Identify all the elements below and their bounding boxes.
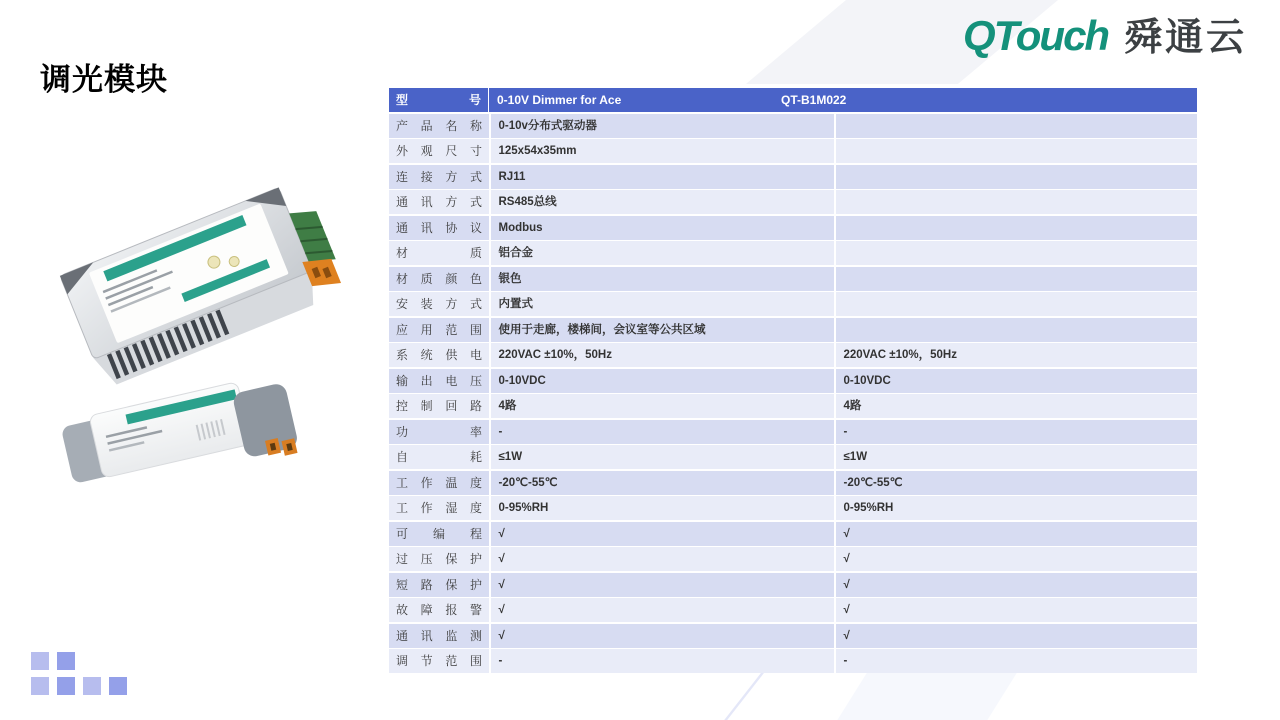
page-title: 调光模块 bbox=[40, 62, 168, 97]
row-value-1: Modbus bbox=[491, 216, 835, 240]
row-value-1: 0-10v分布式驱动器 bbox=[491, 114, 835, 138]
row-label: 工作温度 bbox=[389, 471, 489, 495]
row-label: 自耗 bbox=[389, 445, 489, 469]
header-product-name: 0-10V Dimmer for Ace bbox=[497, 93, 622, 107]
table-row bbox=[389, 267, 1197, 291]
row-value-2 bbox=[836, 216, 1198, 240]
row-label: 应用范围 bbox=[389, 318, 489, 342]
spec-table bbox=[389, 88, 1197, 673]
row-label: 控制回路 bbox=[389, 394, 489, 418]
row-value-2 bbox=[836, 139, 1198, 163]
row-value-2: ≤1W bbox=[836, 445, 1198, 469]
table-row bbox=[389, 445, 1197, 469]
brand-logo bbox=[963, 6, 1247, 61]
row-value-2 bbox=[836, 241, 1198, 265]
table-row bbox=[389, 394, 1197, 418]
row-value-1: √ bbox=[491, 547, 835, 571]
row-value-2: 0-95%RH bbox=[836, 496, 1198, 520]
row-value-2 bbox=[836, 292, 1198, 316]
row-value-1: 0-95%RH bbox=[491, 496, 835, 520]
decor-square bbox=[31, 652, 49, 670]
row-label: 工作湿度 bbox=[389, 496, 489, 520]
header-model-label: 型号 bbox=[389, 88, 489, 112]
row-value-2: √ bbox=[836, 573, 1198, 597]
row-label: 连接方式 bbox=[389, 165, 489, 189]
table-row bbox=[389, 139, 1197, 163]
row-value-1: √ bbox=[491, 598, 835, 622]
row-label: 安装方式 bbox=[389, 292, 489, 316]
brand-logo-chinese: 舜通云 bbox=[1124, 17, 1248, 59]
row-value-1: 银色 bbox=[491, 267, 835, 291]
table-row bbox=[389, 471, 1197, 495]
row-value-1: 0-10VDC bbox=[491, 369, 835, 393]
table-row bbox=[389, 241, 1197, 265]
row-value-2: √ bbox=[836, 522, 1198, 546]
table-row bbox=[389, 292, 1197, 316]
row-label: 外观尺寸 bbox=[389, 139, 489, 163]
decor-square bbox=[31, 677, 49, 695]
row-value-1: - bbox=[491, 420, 835, 444]
corner-decoration-squares bbox=[31, 652, 131, 697]
row-value-1: 铝合金 bbox=[491, 241, 835, 265]
table-row bbox=[389, 496, 1197, 520]
row-value-2 bbox=[836, 165, 1198, 189]
row-value-2 bbox=[836, 190, 1198, 214]
table-row bbox=[389, 573, 1197, 597]
row-value-2 bbox=[836, 318, 1198, 342]
header-product-cell bbox=[489, 88, 1197, 112]
row-label: 短路保护 bbox=[389, 573, 489, 597]
row-value-2: - bbox=[836, 649, 1198, 673]
row-label: 通讯协议 bbox=[389, 216, 489, 240]
row-value-1: RJ11 bbox=[491, 165, 835, 189]
table-row bbox=[389, 522, 1197, 546]
header-model-code: QT-B1M022 bbox=[781, 93, 847, 107]
row-value-1: √ bbox=[491, 624, 835, 648]
row-value-2 bbox=[836, 267, 1198, 291]
row-label: 功率 bbox=[389, 420, 489, 444]
row-value-2: - bbox=[836, 420, 1198, 444]
row-label: 通讯监测 bbox=[389, 624, 489, 648]
brand-logo-qtouch: QTouch bbox=[963, 12, 1109, 59]
row-value-1: -20℃-55℃ bbox=[491, 471, 835, 495]
table-row bbox=[389, 190, 1197, 214]
row-value-1: - bbox=[491, 649, 835, 673]
row-label: 材质颜色 bbox=[389, 267, 489, 291]
row-label: 故障报警 bbox=[389, 598, 489, 622]
product-photo-top-device bbox=[60, 178, 348, 389]
row-label: 材质 bbox=[389, 241, 489, 265]
table-row bbox=[389, 369, 1197, 393]
row-value-2: 0-10VDC bbox=[836, 369, 1198, 393]
table-row bbox=[389, 343, 1197, 367]
row-value-1: 使用于走廊，楼梯间，会议室等公共区域 bbox=[491, 318, 835, 342]
decor-square bbox=[83, 677, 101, 695]
table-row bbox=[389, 114, 1197, 138]
table-row bbox=[389, 598, 1197, 622]
decor-square bbox=[109, 677, 127, 695]
decor-square bbox=[57, 652, 75, 670]
table-row bbox=[389, 547, 1197, 571]
row-value-1: 内置式 bbox=[491, 292, 835, 316]
table-header-row bbox=[389, 88, 1197, 112]
row-label: 通讯方式 bbox=[389, 190, 489, 214]
row-label: 产品名称 bbox=[389, 114, 489, 138]
product-photo bbox=[48, 178, 348, 493]
row-value-2 bbox=[836, 114, 1198, 138]
row-value-1: 125x54x35mm bbox=[491, 139, 835, 163]
row-label: 系统供电 bbox=[389, 343, 489, 367]
table-row bbox=[389, 649, 1197, 673]
table-row bbox=[389, 165, 1197, 189]
row-label: 过压保护 bbox=[389, 547, 489, 571]
row-value-2: √ bbox=[836, 598, 1198, 622]
row-label: 输出电压 bbox=[389, 369, 489, 393]
row-value-1: RS485总线 bbox=[491, 190, 835, 214]
decor-square bbox=[57, 677, 75, 695]
row-value-1: √ bbox=[491, 522, 835, 546]
row-value-2: √ bbox=[836, 624, 1198, 648]
row-label: 可编程 bbox=[389, 522, 489, 546]
table-row bbox=[389, 216, 1197, 240]
row-value-1: √ bbox=[491, 573, 835, 597]
row-value-2: 4路 bbox=[836, 394, 1198, 418]
row-value-1: 4路 bbox=[491, 394, 835, 418]
row-value-1: 220VAC ±10%，50Hz bbox=[491, 343, 835, 367]
row-value-1: ≤1W bbox=[491, 445, 835, 469]
table-row bbox=[389, 318, 1197, 342]
table-row bbox=[389, 420, 1197, 444]
row-value-2: -20℃-55℃ bbox=[836, 471, 1198, 495]
row-value-2: 220VAC ±10%，50Hz bbox=[836, 343, 1198, 367]
row-label: 调节范围 bbox=[389, 649, 489, 673]
product-photo-bottom-device bbox=[60, 371, 301, 493]
row-value-2: √ bbox=[836, 547, 1198, 571]
spec-table-body bbox=[389, 114, 1197, 674]
table-row bbox=[389, 624, 1197, 648]
